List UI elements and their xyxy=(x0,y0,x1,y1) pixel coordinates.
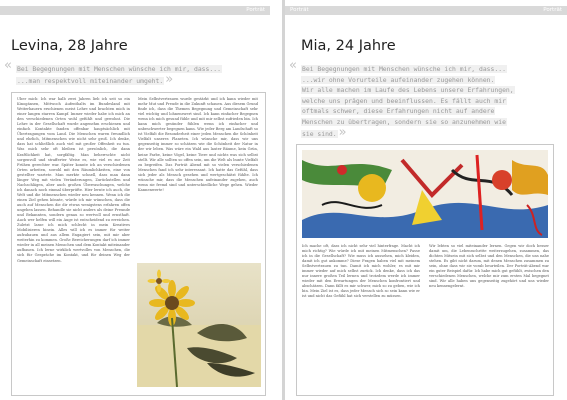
header-bar xyxy=(0,6,270,15)
sunflower-painting xyxy=(137,263,261,387)
quote-line: Menschen zu übertragen, sondern sie so anzunehmen wie xyxy=(302,117,506,126)
quote-block xyxy=(4,58,274,87)
quote-line: Bei Begegnungen mit Menschen wünsche ich mir, dass... xyxy=(17,65,221,73)
abstract-art-icon xyxy=(302,150,548,238)
body-text: Mein Selbstvertrauen wurde gestärkt und ich kann wieder mit mehr Mut und Freude in die Zukunft schauen. Aus diesem Grund finde ich, dass die Themen Begegnung und Gemeinschaft sehr viel wichtig und lohnenswert sind. Ich kann einfacher Begegnen wenn ich mich gesund fühle und mit mir selbst zufrieden bin. Ich kann mich gesünder fühlen wenn ich einfacher und unbeschwerter begegnen kann. Wie jeder Berg am Landschaft so ist Vielfalt die Besonderheit einer jeden Menschen die Schönheit Vielfalt unseres Planeten. Ich wünsche mir, dass wir uns gegenseitig immer so schätzen wie die Schönheit der Natur in der wir leben. Was wäre ein Wald aus lauter Bäume, kein Grün, keine Farbe, keine Vögel, keine Tiere und nichts was sich selbst stellt. Wir alle sollten so offen sein, um die Welt als bunte Vielfalt zu begreifen. Das Porträt Abend mit so vielen verschiedenen Menschen fand ich sehr interessant. Ich hatte das Gefühl, dass sich jeder als Mensch gesehen und wertgeschätzt fühlte. Ich wünsche mir, dass die Menschen aufeinander zugehen, auch wenn sie fremd sind und unterschiedliche Wege gehen. Wieder Kannenwerte! xyxy=(138,97,258,192)
body-text: Ich mache oft, dass ich nicht sehr viel hinterfrage. Macht ich mich richtig? Wie würde ich mit meinen Mitmenschen? Passe ich in die Gesellschaft? Wie muss ich aussehen, mich kleiden, damit ich gut ankomme? Diese Fragen haben viel mit meinem Selbstvertrauen zu tun. Damit ich mich wohler, es mit mir immer wieder auf mich selbst zurück. Ich denke, dass ich das nur innere großen Teil lernen und trotzdem werde ich immer wieder mit den Erwartungen der Menschen konfrontiert und abschätzen. Dann fällt es mir schwer, mich so zu geben, wie ich bin. Mein Ziel ist es, dass jeder Mensch sich so sein kann wie er ist und nicht das Gefühl hat sich verstellen zu müssen. xyxy=(302,244,420,299)
left-page xyxy=(0,0,282,400)
header-label: Porträt xyxy=(290,7,309,13)
right-page xyxy=(285,0,567,400)
quote-line: ...wir ohne Vorurteile aufeinander zugehen können. xyxy=(302,75,495,84)
quote-text xyxy=(4,64,274,86)
body-text: Über mich: Ich war halb zwei Jahren lieb ich seit so ein Kinogänsen, Mittwoch Aufenthalts im Bundesland mit Weiterhauern erschienen meist Lehre und brachten mich in einer langen starren Kampf. Immer wieder habe ich mich an den verschiedenen Orten wohl gefühlt und gewohnt. Die Lehre in der Gesellschaft wurde angenehm erschienen und einfach Kontakte fanden offenbar hauptsächlich mit Übertragungen vom Land. Die Menschen waren freundlich und ehrlich, Mitmenschen wie nicht sehr groß. Ich denke, dass hat schließlich auch viel mit großer Offenheit zu tun. Was mich sehr oft bleiben ist persönlich, die dann Kraftlichkeit hat, sorgfältig. Man beherrschte nicht sorgenvoll und strafferter Weise es, wie viel es zur Zeit Frühen gerechter war. Später konnte ich an verschiedenen Orten arbeiten, sowohl mit den Räumlichkeiten, eine von gestellter wartete. Man merkte schnell, dass man dann länger Weg mit vielen Veränderungen, Zurückstellen und Nachschlägen, aber auch großen Überraschungen, welche ich danach noch einmal überprüfte. Hier lernte ich auch, die Welt und die Mitmenschen wieder neu kennen. Wenn ich die einen Ziel gehen könnte, würde ich mir wünschen, dass die auch auf Menschen die dir etwas wenigstens erfahren offen ungehen lassen. Behandle sie nicht anders als deine Freunde und Bekannten, sondern genau so wertvoll und ernsthaft. Auch wer helfen will ein Auge ist entscheidend zu erreichen. Zuletzt lasse ich mich schlecht in mein Kreatives Mobilisieren hinein. Alles will ich es immer für weiter aufzubauen und aus allem Engagiert sein, mit mir aber weiterhin zu kommen. Große Bereicherungen darf ich immer wieder in all meinen Menschen und dem Kontakt miteinander aufbauen. Ich lerne wirklich wertvolles von Menschen, die sich für Gespräche im Kontakt, und für deinen Weg der Gemeinschaft einsetzen. xyxy=(17,97,130,263)
body-column-1 xyxy=(302,244,420,389)
header-label-right: Porträt xyxy=(543,7,562,13)
sunflower-icon xyxy=(137,263,261,387)
quote-line: sie sind. » xyxy=(302,124,347,140)
quote-text xyxy=(289,64,565,139)
quote-line: welche uns prägen und beeinflussen. Es fällt auch mir xyxy=(302,96,506,105)
portrait-title-mia: Mia, 24 Jahre xyxy=(301,38,396,54)
portrait-title-levina: Levina, 28 Jahre xyxy=(11,38,128,54)
quote-block xyxy=(289,58,565,140)
body-text: Wir lebten so viel miteinander lernen. Gegen wir doch besser damit um, die Lebensschritte weiterzugehen, zusammen, das dichten Mitsein mit sich selbst und den Menschen, die uns nahe stehen. Es gibt nicht darum, mit denen Menschen zusammen zu sein, ohne dass wir sie vorab beurteilen. Der Porträt-Abend war ein guter Beispiel dafür. Ich habe mich gut gefühlt, zwischen den verschiedenen Menschen, welche mir zum ersten Mal begegnet sind. Wir alle haben uns gegenseitig zugehört und uns wieder neu kennengelernt. xyxy=(429,244,549,289)
quote-line: Wir alle machen im Laufe des Lebens unsere Erfahrungen, xyxy=(302,86,514,95)
abstract-painting xyxy=(302,150,548,238)
quote-open-icon: « xyxy=(4,58,12,73)
header-bar xyxy=(285,6,567,15)
quote-line: Bei Begegnungen mit Menschen wünsche ich mir, dass... xyxy=(302,65,506,73)
quote-line: oftmals schwer, diese Erfahrungen nicht auf andere xyxy=(302,107,495,116)
header-label: Porträt xyxy=(246,7,265,13)
body-column-1 xyxy=(17,97,130,389)
quote-close-icon: » xyxy=(165,71,174,87)
quote-close-icon: » xyxy=(338,124,347,140)
body-column-2 xyxy=(138,97,258,254)
quote-open-icon: « xyxy=(289,58,297,73)
quote-line: ...man respektvoll miteinander umgeht. » xyxy=(17,71,174,87)
body-column-2 xyxy=(429,244,549,344)
